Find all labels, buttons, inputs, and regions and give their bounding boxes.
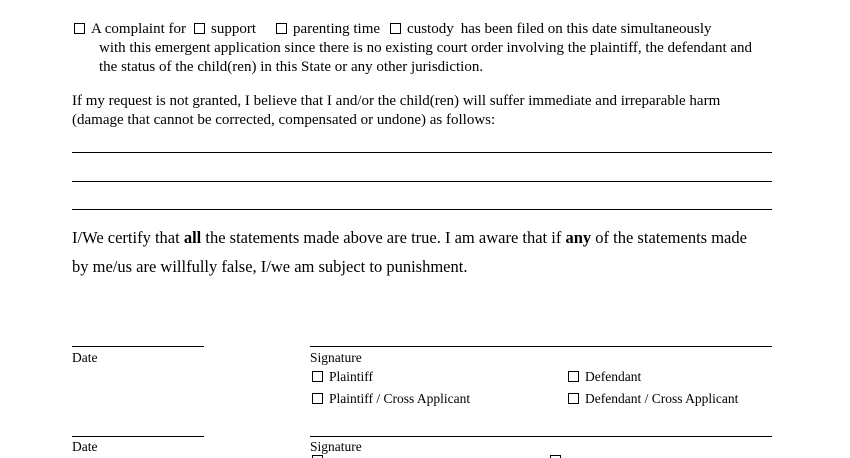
signature-label-2: Signature xyxy=(310,439,362,454)
plaintiff-cross-applicant-checkbox[interactable] xyxy=(312,393,323,404)
date-line-1[interactable] xyxy=(72,346,204,347)
complaint-suffix: has been filed on this date simultaneously xyxy=(460,21,712,37)
plaintiff-checkbox[interactable] xyxy=(312,371,323,382)
certify-text-b: the statements made above are true. I am aware that if xyxy=(201,228,566,247)
complaint-line-1 xyxy=(74,20,712,39)
defendant-label: Defendant xyxy=(585,369,642,384)
certify-line-1 xyxy=(72,228,747,248)
certify-bold-any: any xyxy=(565,228,592,247)
defendant-option[interactable] xyxy=(568,368,641,385)
date-label-2: Date xyxy=(72,439,98,454)
complaint-checkbox[interactable] xyxy=(74,23,85,34)
defendant-cross-applicant-label: Defendant / Cross Applicant xyxy=(585,391,739,406)
plaintiff-cross-applicant-option[interactable] xyxy=(312,390,470,407)
certify-bold-all: all xyxy=(183,228,202,247)
support-option-label: support xyxy=(210,21,256,37)
date-label-1: Date xyxy=(72,350,98,365)
certify-line-2: by me/us are willfully false, I/we am subject to punishment. xyxy=(72,257,468,276)
harm-line-1: If my request is not granted, I believe that I and/or the child(ren) will suffer immediate and irreparable harm xyxy=(72,93,721,109)
parenting-time-option-label: parenting time xyxy=(292,21,381,37)
plaintiff-label: Plaintiff xyxy=(329,369,374,384)
custody-option-label: custody xyxy=(407,21,454,37)
signature-label-1: Signature xyxy=(310,350,362,365)
harm-line-2: (damage that cannot be corrected, compensated or undone) as follows: xyxy=(72,112,496,128)
parenting-time-checkbox[interactable] xyxy=(276,23,287,34)
defendant-cross-applicant-option[interactable] xyxy=(568,390,738,407)
harm-answer-line-3[interactable] xyxy=(72,209,772,210)
complaint-line-2: with this emergent application since there is no existing court order involving the plaintiff, the defendant and xyxy=(99,40,753,56)
date-line-2[interactable] xyxy=(72,436,204,437)
certify-text-c: of the statements made xyxy=(591,228,747,247)
custody-checkbox[interactable] xyxy=(390,23,401,34)
defendant-checkbox[interactable] xyxy=(568,371,579,382)
support-checkbox[interactable] xyxy=(194,23,205,34)
harm-answer-line-1[interactable] xyxy=(72,152,772,153)
defendant-cross-applicant-checkbox[interactable] xyxy=(568,393,579,404)
signature-line-1[interactable] xyxy=(310,346,772,347)
complaint-line-3: the status of the child(ren) in this State or any other jurisdiction. xyxy=(99,59,484,75)
plaintiff-option[interactable] xyxy=(312,368,373,385)
certify-text-a: I/We certify that xyxy=(72,228,184,247)
signature-line-2[interactable] xyxy=(310,436,772,437)
harm-answer-line-2[interactable] xyxy=(72,181,772,182)
complaint-prefix: A complaint for xyxy=(91,21,186,37)
plaintiff-cross-applicant-label: Plaintiff / Cross Applicant xyxy=(329,391,471,406)
